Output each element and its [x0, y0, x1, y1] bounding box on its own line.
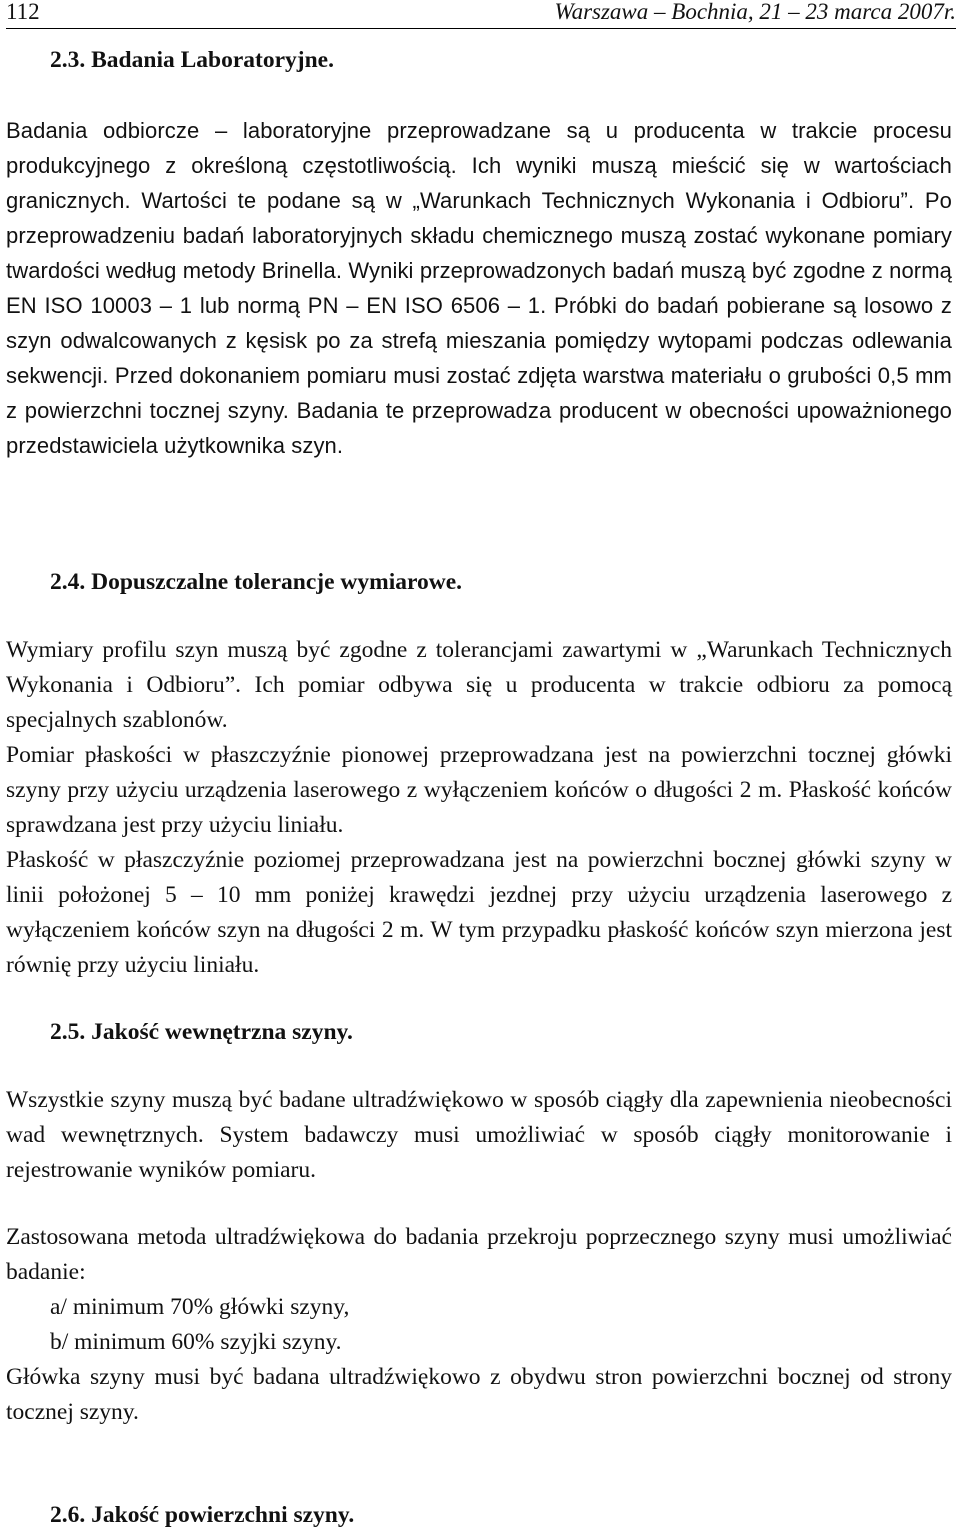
- section-heading-2-6: 2.6. Jakość powierzchni szyny.: [50, 1502, 355, 1528]
- section-2-4-paragraph-1: Wymiary profilu szyn muszą być zgodne z tolerancjami zawartymi w „Warunkach Technicznych Wykonania i Odbioru”. Ich pomiar odbywa się u producenta w trakcie odbioru za pomocą specjalnych szablonów.: [6, 637, 952, 733]
- section-2-5-paragraph-2: Zastosowana metoda ultradźwiękowa do badania przekroju poprzecznego szyny musi umożliwiać badanie:: [6, 1224, 952, 1285]
- page-header: [6, 0, 956, 29]
- section-2-3-paragraph: Badania odbiorcze – laboratoryjne przeprowadzane są u producenta w trakcie procesu produkcyjnego z określoną częstotliwością. Ich wyniki muszą mieścić się w wartościach granicznych. Wartości te podane są w „Warunkach Technicznych Wykonania i Odbioru”. Po przeprowadzeniu badań laboratoryjnych składu chemicznego muszą zostać wykonane pomiary twardości według metody Brinella. Wyniki przeprowadzonych badań muszą być zgodne z normą EN ISO 10003 – 1 lub normą PN – EN ISO 6506 – 1. Próbki do badań pobierane są losowo z szyn odwalcowanych z kęsisk po za strefą mieszania pomiędzy wytopami podczas odlewania sekwencji. Przed dokonaniem pomiaru musi zostać zdjęta warstwa materiału o grubości 0,5 mm z powierzchni tocznej szyny. Badania te przeprowadza producent w obecności upoważnionego przedstawiciela użytkownika szyn.: [6, 118, 952, 458]
- section-heading-2-3: 2.3. Badania Laboratoryjne.: [50, 47, 334, 73]
- page-number: 112: [6, 0, 40, 24]
- section-heading-2-4: 2.4. Dopuszczalne tolerancje wymiarowe.: [50, 569, 463, 595]
- section-2-4-paragraph-3: Płaskość w płaszczyźnie poziomej przeprowadzana jest na powierzchni bocznej główki szyny w linii położonej 5 – 10 mm poniżej krawędzi jezdnej przy użyciu urządzenia laserowego z wyłączeniem końców szyn na długości 2 m. W tym przypadku płaskość końców szyn mierzona jest równię przy użyciu liniału.: [6, 847, 952, 978]
- list-item: a/ minimum 70% główki szyny,: [50, 1294, 350, 1320]
- section-2-5-paragraph-3: Główka szyny musi być badana ultradźwiękowo z obydwu stron powierzchni bocznej od strony tocznej szyny.: [6, 1364, 952, 1425]
- section-2-5-paragraph-1: Wszystkie szyny muszą być badane ultradźwiękowo w sposób ciągły dla zapewnienia nieobecności wad wewnętrznych. System badawczy musi umożliwiać w sposób ciągły monitorowanie i rejestrowanie wyników pomiaru.: [6, 1087, 952, 1183]
- list-item: b/ minimum 60% szyjki szyny.: [50, 1329, 342, 1355]
- section-2-4-paragraph-2: Pomiar płaskości w płaszczyźnie pionowej przeprowadzana jest na powierzchni tocznej główki szyny przy użyciu urządzenia laserowego z wyłączeniem końców o długości 2 m. Płaskość końców sprawdzana jest przy użyciu liniału.: [6, 742, 952, 838]
- section-heading-2-5: 2.5. Jakość wewnętrzna szyny.: [50, 1019, 353, 1045]
- running-title: Warszawa – Bochnia, 21 – 23 marca 2007r.: [554, 0, 956, 24]
